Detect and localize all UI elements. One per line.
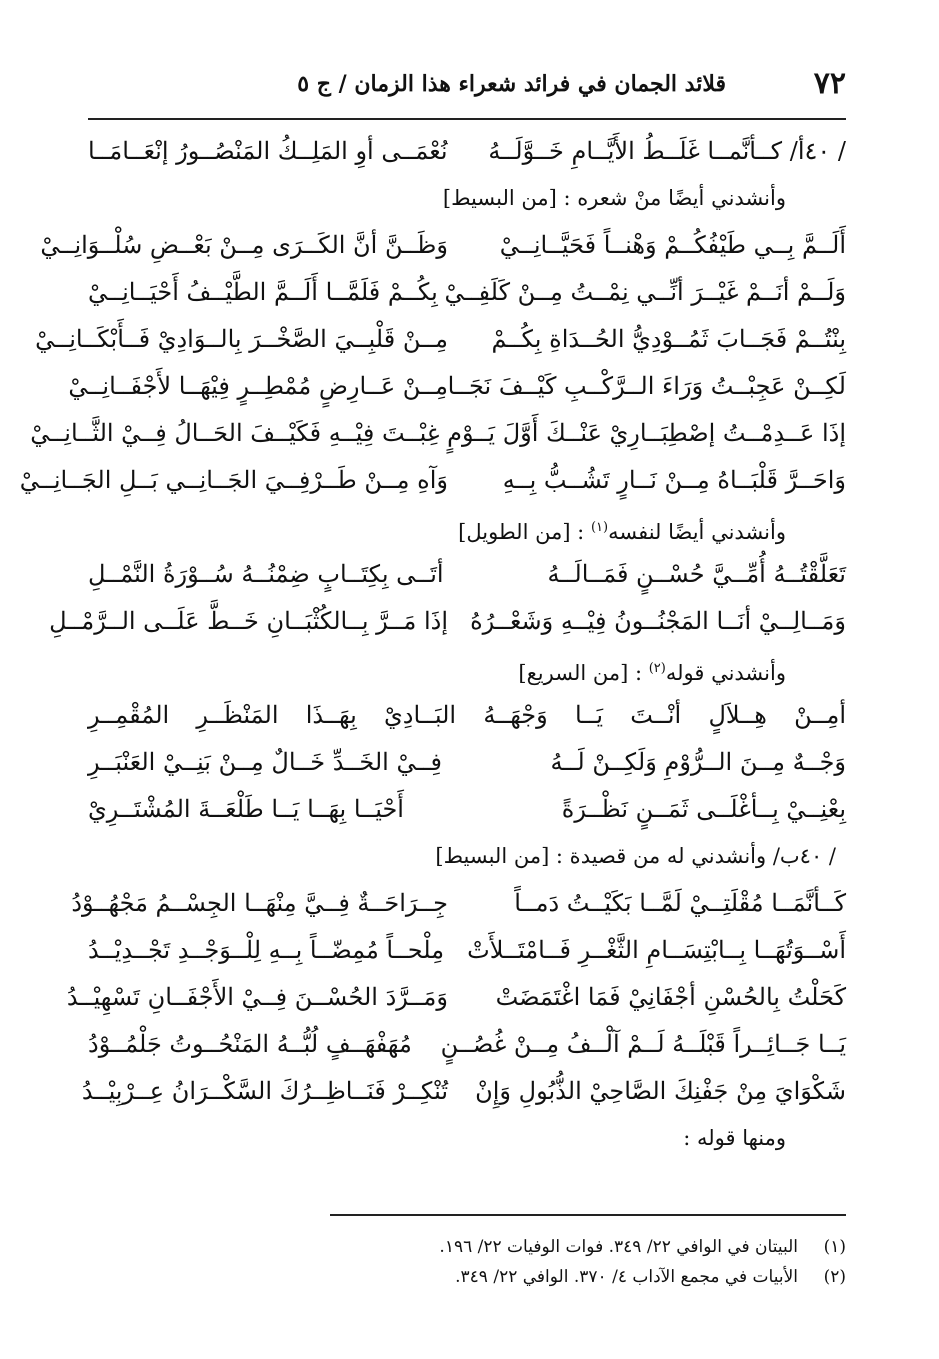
verse-line: [88, 739, 846, 786]
first-hemistich: بِعْنِــيْ بِــأغْلَــى ثَمَــنٍ نَظْــرَةً: [561, 795, 846, 823]
first-hemistich: يَــا جَــائِــراً قَبْلَــهُ لَــمْ آلْــفُ مِــنْ غُصُــنٍ: [440, 1030, 846, 1058]
intro-text: [435, 833, 836, 880]
verse-line: [81, 1068, 846, 1115]
first-hemistich: وَلَــمْ أنَــمْ غَيْــرَ أنِّــي نِمْــتُ مِــنْ كَلَفِــيْ: [444, 278, 846, 306]
intro-text: [458, 504, 786, 551]
second-hemistich: مُهَفْهَــفٍ لُبُّــهُ المَنْحُــوتُ جَلْمُــوْدُ: [88, 1030, 412, 1058]
second-hemistich: وَظَــنَّ أنَّ الكَــرَى مِــنْ بَعْــضِ سُلْــوَانِــيْ: [40, 231, 448, 259]
footnote-rule: [330, 1214, 846, 1216]
intro-text: [443, 175, 786, 222]
intro-main: / ٤٠ب/ وأنشدني له من قصيدة : [من البسيط]: [435, 844, 836, 868]
verse-line: [68, 363, 846, 410]
first-hemistich: وَجْــهٌ مِــنَ الــرُّوْمِ وَلَكِــنْ لَــهُ: [550, 748, 846, 776]
intro-main: وأنشدني أيضًا لنفسه: [608, 520, 786, 544]
first-hemistich: أَسْــوَتُهَــا بِــابْتِسَــامِ الثَّغْــرِ فَــامْتَــلأَتْ: [467, 936, 846, 964]
intro-main: ومنها قوله :: [683, 1126, 786, 1150]
intro-line: [88, 175, 846, 222]
verse-line: [66, 974, 846, 1021]
page-header: [88, 62, 846, 106]
header-rule: [88, 118, 846, 120]
second-hemistich: مِــنْ عَــارِضٍ مُمْطِــرٍ فِيْهَــا لأَجْفَــانِــيْ: [68, 372, 448, 400]
first-hemistich: / ٤٠أ/ كــأنَّمــا غَلَــطُ الأَيَّــامِ خَــوَّلَــهُ: [488, 137, 846, 165]
footnote-text: البيتان في الوافي ٢٢/ ٣٤٩. فوات الوفيات ٢٢/ ١٩٦.: [439, 1237, 798, 1257]
verse-line: [35, 316, 846, 363]
second-hemistich: تُنْكِــرْ فَنَــاظِــرُكَ السَّكْــرَانُ عِــرْبِيْــدُ: [81, 1077, 448, 1105]
footnote: [88, 1262, 846, 1292]
first-hemistich: وَاحَــرَّ قَلْبَــاهُ مِــنْ نَــارٍ تَشُــبُّ بِــهِ: [502, 466, 846, 494]
verse-line: [88, 1021, 846, 1068]
intro-line: [88, 504, 846, 551]
meter-label: : [من السريع]: [518, 661, 649, 685]
intro-text: [683, 1115, 786, 1162]
footnote-marker: (١): [590, 520, 609, 535]
verse-line-full: [88, 692, 846, 739]
verse-line: [88, 128, 846, 175]
first-hemistich: تَعَلَّقْتُــهُ أُمِّــيَّ حُسْــنٍ فَمَــالَــهُ: [547, 560, 846, 588]
full-verse: أمِــنْ هِــلاَلٍ أنْــتَ يَــا وَجْهَــهُ البَــادِيْ بِهَــذَا المَنْظَــرِ المُقْمِــرِ: [88, 701, 846, 729]
verse-line: [19, 457, 846, 504]
first-hemistich: كَحَلْتُ بِالحُسْنِ أجْفَانِيْ فَمَا اغْتَمَضَتْ: [495, 983, 846, 1011]
first-hemistich: بِنْتُــمْ فَجَــابَ ثَمُــوْدِيُّ الحُــدَاةِ بِكُــمْ: [491, 325, 846, 353]
second-hemistich: وَآهِ مِــنْ طَــرْفِــيَ الجَــانِــي بَــلِ الجَــانِــيْ: [19, 466, 448, 494]
verse-line: [88, 269, 846, 316]
footnote-text: الأبيات في مجمع الآداب ٤/ ٣٧٠. الوافي ٢٢/ ٣٤٩.: [455, 1267, 798, 1287]
verse-line: [40, 222, 846, 269]
poem-body: [19, 128, 846, 1162]
verse-line: [88, 927, 846, 974]
second-hemistich: نُعْمَــى أوِ المَلِــكُ المَنْصُــورُ إنْعَــامَــا: [88, 137, 448, 165]
footnote-marker: (٢): [648, 661, 666, 676]
running-title: قلائد الجمان في فرائد شعراء هذا الزمان / ج ٥: [297, 71, 726, 97]
verse-line: [88, 551, 846, 598]
second-hemistich: مِــنْ قَلْبِــيَ الصَّخْــرَ بِالــوَادِيْ فَــأَبْكَــانِــيْ: [35, 325, 448, 353]
second-hemistich: بِكُــمْ فَلَمَّــا أَلَــمَّ الطَّيْــفُ أَحْيَــانِــيْ: [88, 278, 438, 306]
verse-line: [49, 598, 846, 645]
second-hemistich: وَمَــرَّدَ الحُسْــنَ فِــيْ الأَجْفَــانِ تَسْهِيْــدُ: [66, 983, 448, 1011]
second-hemistich: أَحْيَــا بِهَــا يَــا طَلْعَــةَ المُشْتَــرِيْ: [88, 795, 404, 823]
meter-label: : [من الطويل]: [458, 520, 591, 544]
verse-line: [88, 786, 846, 833]
first-hemistich: وَمَــالِــيْ أنَــا المَجْنُــونُ فِيْــهِ وَشَعْــرُهُ: [470, 607, 846, 635]
footnote-number: (١): [823, 1237, 846, 1257]
intro-main: وأنشدني أيضًا منْ شعره : [من البسيط]: [442, 186, 786, 210]
intro-line: [88, 833, 846, 880]
first-hemistich: شَكْوَايَ مِنْ جَفْنِكَ الصَّاحِيْ الذُّبُولِ وَإِنْ: [475, 1077, 846, 1105]
footnote-number: (٢): [823, 1267, 846, 1287]
intro-text: [518, 645, 786, 692]
second-hemistich: إذَا مَــرَّ بِــالكُثْبَــانِ خَــطَّ عَلَــى الــرَّمْــلِ: [49, 607, 448, 635]
first-hemistich: لَكِــنْ عَجِبْــتُ وَرَاءَ الــرَّكْــبِ كَيْــفَ نَجَــا: [447, 372, 846, 400]
verse-line-full: [30, 410, 846, 457]
verse-line: [71, 880, 846, 927]
second-hemistich: أتَــى بِكِتَــابٍ ضِمْنُــهُ سُــوْرَةُ النَّمْــلِ: [88, 560, 444, 588]
footnote: [88, 1232, 846, 1262]
second-hemistich: فِــيْ الخَــدِّ خَــالٌ مِــنْ بَنِــيْ العَنْبَــرِ: [88, 748, 442, 776]
full-verse: إذَا عَــدِمْــتُ إصْطِبَــارِيْ عَنْــكَ أَوَّلَ يَــوْمٍ غِبْــتَ فِيْــهِ فَكَيْــفَ الحَــالُ فِــيْ الثَّــانِــيْ: [30, 419, 846, 447]
intro-line: [88, 1115, 846, 1162]
page-number: ٧٢: [813, 66, 846, 101]
second-hemistich: جِــرَاحَــةٌ فِــيَّ مِنْهَــا الجِسْــمُ مَجْهُــوْدُ: [71, 889, 448, 917]
first-hemistich: أَلَــمَّ بِــي طَيْفُكُــمْ وَهْنــاً فَحَيَّــانِــيْ: [499, 231, 846, 259]
intro-main: وأنشدني قوله: [665, 661, 786, 685]
first-hemistich: كَــأنَّمَــا مُقْلَتِــيْ لَمَّــا بَكَيْــتُ دَمــاً: [514, 889, 846, 917]
intro-line: [88, 645, 846, 692]
second-hemistich: مِلْحــاً مُمِضّــاً بِــهِ لِلْــوَجْــدِ تَجْــدِيْــدُ: [88, 936, 445, 964]
footnotes: [88, 1232, 846, 1292]
